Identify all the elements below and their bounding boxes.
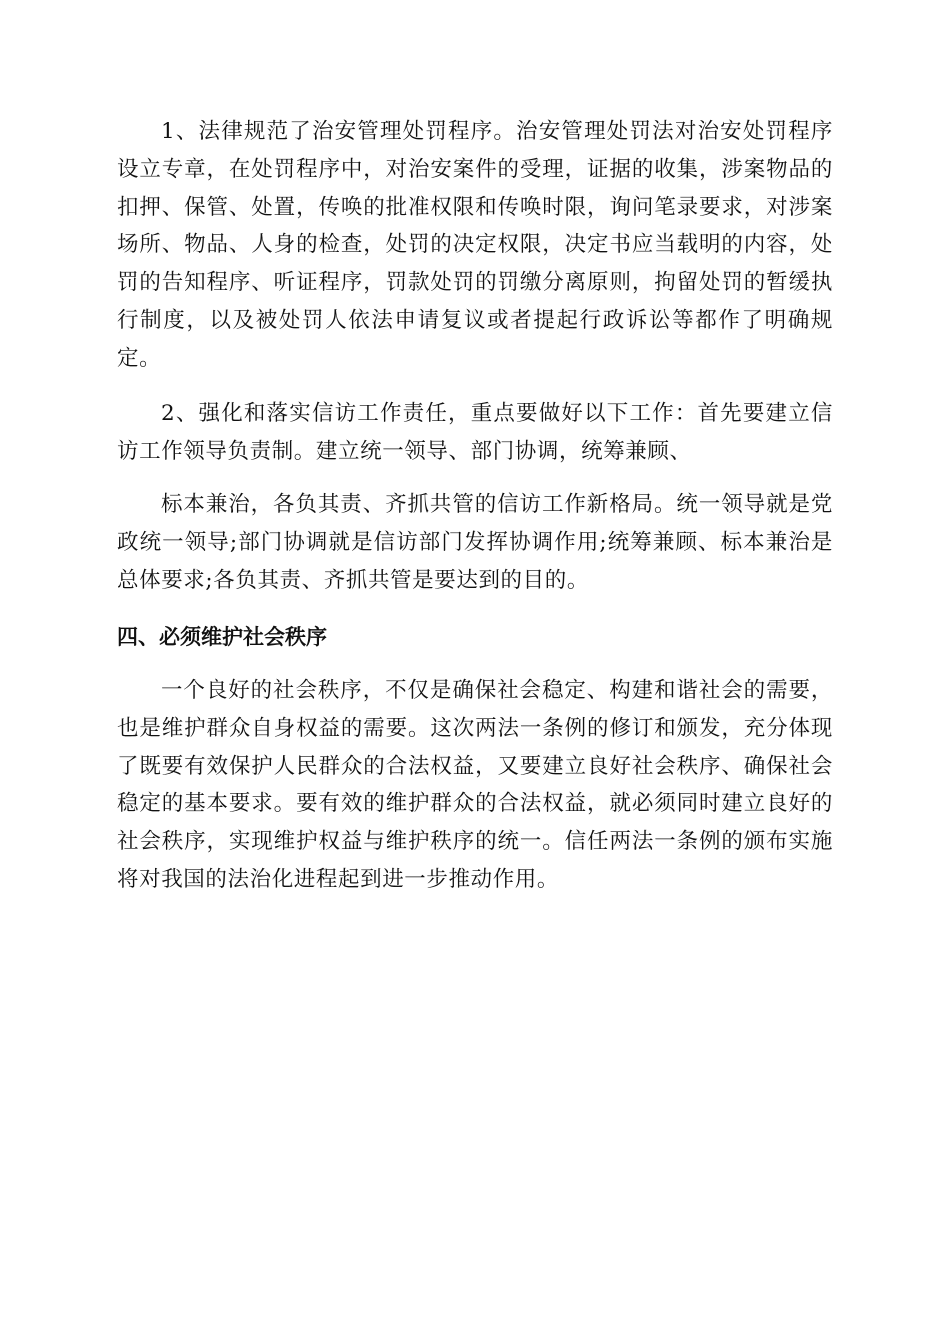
paragraph-social-order: 一个良好的社会秩序，不仅是确保社会稳定、构建和谐社会的需要，也是维护群众自身权益的需要。这次两法一条例的修订和颁发，充分体现了既要有效保护人民群众的合法权益，又要建立良好社会秩序、确保社会稳定的基本要求。要有效的维护群众的合法权益，就必须同时建立良好的社会秩序，实现维护权益与维护秩序的统一。信任两法一条例的颁布实施将对我国的法治化进程起到进一步推动作用。: [117, 678, 833, 892]
paragraph-petition-responsibility: 2、强化和落实信访工作责任，重点要做好以下工作：首先要建立信访工作领导负责制。建立统一领导、部门协调，统筹兼顾、: [117, 401, 833, 464]
paragraph-petition-pattern: 标本兼治，各负其责、齐抓共管的信访工作新格局。统一领导就是党政统一领导;部门协调就是信访部门发挥协调作用;统筹兼顾、标本兼治是总体要求;各负其责、齐抓共管是要达到的目的。: [117, 492, 833, 593]
paragraph-penalty-procedure: 1、法律规范了治安管理处罚程序。治安管理处罚法对治安处罚程序设立专章，在处罚程序中，对治安案件的受理，证据的收集，涉案物品的扣押、保管、处置，传唤的批准权限和传唤时限，询问笔录要求，对涉案场所、物品、人身的检查，处罚的决定权限，决定书应当载明的内容，处罚的告知程序、听证程序，罚款处罚的罚缴分离原则，拘留处罚的暂缓执行制度，以及被处罚人依法申请复议或者提起行政诉讼等都作了明确规定。: [117, 119, 833, 371]
section-heading: 四、必须维护社会秩序: [117, 625, 327, 649]
